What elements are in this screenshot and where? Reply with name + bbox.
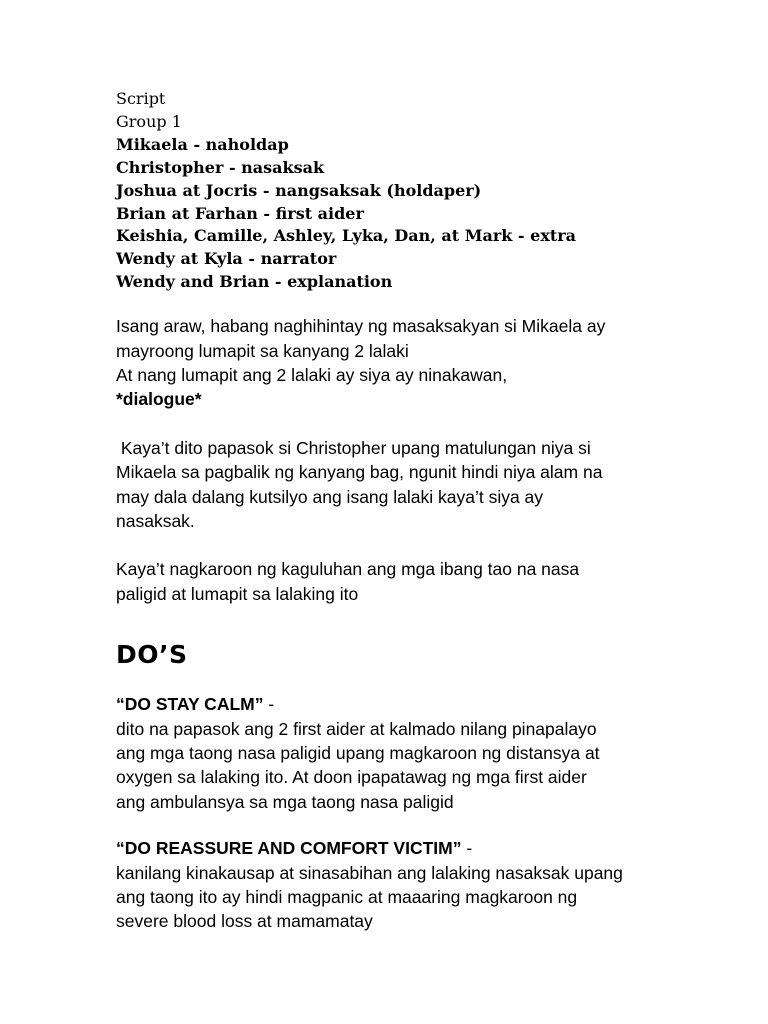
dos-item xyxy=(116,692,736,814)
paragraph-line: mayroong lumapit sa kanyang 2 lalaki xyxy=(116,340,409,361)
paragraph-line: oxygen sa lalaking ito. At doon ipapatawag ng mga first aider xyxy=(116,767,587,788)
document-page xyxy=(116,88,736,934)
dos-section xyxy=(116,692,736,934)
dos-item-dash: - xyxy=(461,838,473,859)
paragraph-line: dito na papasok ang 2 first aider at kalmado nilang pinapalayo xyxy=(116,718,597,739)
cast-line: Christopher - nasaksak xyxy=(116,157,325,177)
story-paragraph xyxy=(116,436,736,534)
cast-line: Brian at Farhan - first aider xyxy=(116,203,364,223)
dos-item-body xyxy=(116,861,736,934)
dos-item-title: “DO REASSURE AND COMFORT VICTIM” xyxy=(116,838,462,859)
cast-line: Joshua at Jocris - nangsaksak (holdaper) xyxy=(116,180,482,200)
dos-item-title: “DO STAY CALM” xyxy=(116,694,264,715)
paragraph-line: kanilang kinakausap at sinasabihan ang lalaking nasaksak upang xyxy=(116,862,623,883)
cast-line: Mikaela - naholdap xyxy=(116,134,289,154)
story-section xyxy=(116,314,736,606)
dos-item xyxy=(116,836,736,934)
paragraph-line: nasaksak. xyxy=(116,511,195,531)
script-label: Script xyxy=(116,89,166,108)
story-paragraph xyxy=(116,557,736,606)
paragraph-line: Kaya’t nagkaroon ng kaguluhan ang mga ibang tao na nasa xyxy=(116,559,580,580)
paragraph-line: At nang lumapit ang 2 lalaki ay siya ay ninakawan, xyxy=(116,364,508,385)
script-cast-list xyxy=(116,88,736,294)
dialogue-marker: *dialogue* xyxy=(116,389,202,410)
paragraph-line: paligid at lumapit sa lalaking ito xyxy=(116,583,359,604)
paragraph-line: Mikaela sa pagbalik ng kanyang bag, ngunit hindi niya alam na xyxy=(116,462,603,483)
paragraph-line: Isang araw, habang naghihintay ng masaksakyan si Mikaela ay xyxy=(116,316,606,337)
cast-line: Wendy at Kyla - narrator xyxy=(116,249,337,269)
cast-line: Keishia, Camille, Ashley, Lyka, Dan, at Mark - extra xyxy=(116,226,577,246)
paragraph-line: may dala dalang kutsilyo ang isang lalaki kaya’t siya ay xyxy=(116,486,544,507)
group-label: Group 1 xyxy=(116,111,182,131)
dos-heading: DO’S xyxy=(116,640,188,670)
paragraph-line: ang taong ito ay hindi magpanic at maaaring magkaroon ng xyxy=(116,887,578,908)
dos-item-body xyxy=(116,717,736,815)
dos-item-dash: - xyxy=(263,694,275,715)
paragraph-line: ang ambulansya sa mga taong nasa paligid xyxy=(116,791,454,812)
cast-line: Wendy and Brian - explanation xyxy=(116,272,393,292)
paragraph-line: severe blood loss at mamamatay xyxy=(116,911,373,932)
paragraph-line: ang mga taong nasa paligid upang magkaroon ng distansya at xyxy=(116,743,600,764)
story-paragraph xyxy=(116,314,736,412)
paragraph-line: Kaya’t dito papasok si Christopher upang matulungan niya si xyxy=(116,437,591,458)
